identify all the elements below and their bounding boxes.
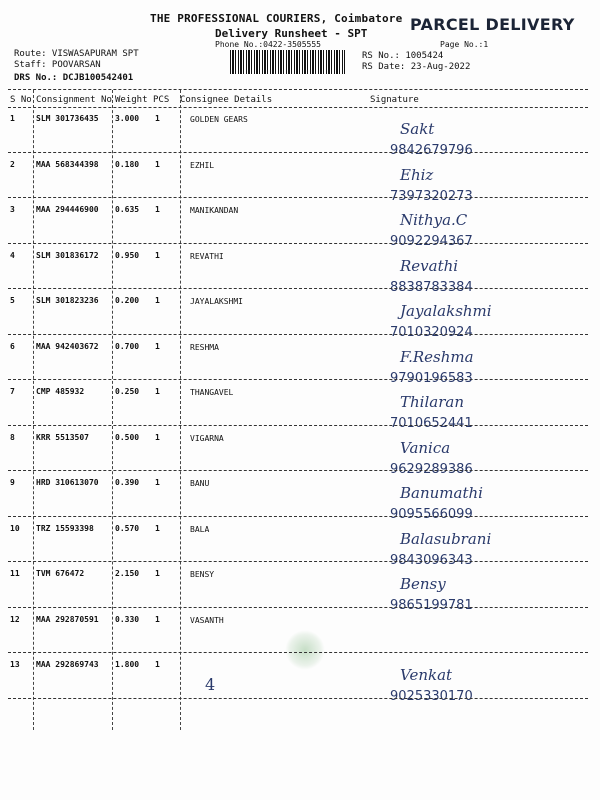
row-rule xyxy=(8,334,588,335)
row-weight: 0.500 xyxy=(115,432,140,442)
row-weight: 0.200 xyxy=(115,296,140,305)
row-pcs: 1 xyxy=(155,523,160,533)
signature-phone: 9629289386 xyxy=(390,461,473,477)
row-signature xyxy=(360,116,580,160)
company-name: THE PROFESSIONAL COURIERS, Coimbatore xyxy=(150,12,403,25)
row-sno: 7 xyxy=(10,387,15,396)
row-consignment-no: SLM 301836172 xyxy=(36,250,99,260)
row-rule xyxy=(8,561,588,562)
row-rule xyxy=(8,243,588,244)
row-rule xyxy=(8,152,588,153)
row-consignment-no: KRR 5513507 xyxy=(36,432,89,442)
sheet-title: Delivery Runsheet - SPT xyxy=(215,27,368,40)
signature-svg xyxy=(360,389,580,433)
row-sno: 13 xyxy=(10,660,20,669)
row-sno: 12 xyxy=(10,614,20,624)
signature-phone: 9790196583 xyxy=(390,370,473,386)
signature-phone: 9865199781 xyxy=(390,598,473,613)
row-sno: 3 xyxy=(10,205,15,214)
row-sno: 5 xyxy=(10,296,15,305)
signature-svg xyxy=(360,253,580,297)
column-divider xyxy=(33,90,34,730)
row-signature xyxy=(360,571,580,615)
row-consignment-no: MAA 292870591 xyxy=(36,614,99,624)
row-weight: 0.180 xyxy=(115,159,140,169)
page-number: Page No.:1 xyxy=(440,40,489,49)
signature-phone: 7397320273 xyxy=(390,188,473,204)
signature-phone: 7010652441 xyxy=(390,416,473,431)
row-consignment-no: SLM 301823236 xyxy=(36,296,99,305)
row-rule xyxy=(8,470,588,471)
row-rule xyxy=(8,698,588,699)
handwritten-mark: 4 xyxy=(205,675,216,694)
row-sno: 10 xyxy=(10,523,20,533)
col-header-consignee: Consignee Details xyxy=(180,95,273,105)
col-header-signature: Signature xyxy=(370,95,419,105)
row-rule xyxy=(8,425,588,426)
col-header-consignment: Consignment No xyxy=(36,95,112,105)
row-consignee: REVATHI xyxy=(190,251,224,261)
row-weight: 2.150 xyxy=(115,569,140,578)
col-header-sno: S No xyxy=(10,95,32,105)
row-pcs: 1 xyxy=(155,341,160,351)
row-consignment-no: MAA 942403672 xyxy=(36,341,99,351)
signature-svg xyxy=(360,116,580,160)
row-weight: 1.800 xyxy=(115,660,140,669)
row-signature xyxy=(360,389,580,433)
row-signature xyxy=(360,480,580,524)
row-consignee: MANIKANDAN xyxy=(190,206,239,215)
signature-svg xyxy=(360,207,580,251)
signature-scrawl: F.Reshma xyxy=(400,347,474,366)
header-rule-top xyxy=(8,89,588,90)
signature-svg xyxy=(360,162,580,206)
row-sno: 1 xyxy=(10,114,15,123)
row-signature xyxy=(360,662,580,706)
row-signature xyxy=(360,435,580,479)
row-rule xyxy=(8,516,588,517)
row-consignee: RESHMA xyxy=(190,342,219,352)
row-pcs: 1 xyxy=(155,250,160,260)
signature-svg xyxy=(360,344,580,388)
signature-phone: 9095566099 xyxy=(390,507,473,522)
signature-scrawl: Jayalakshmi xyxy=(400,302,492,320)
row-weight: 0.700 xyxy=(115,341,140,351)
signature-scrawl: Revathi xyxy=(400,256,459,275)
row-weight: 0.570 xyxy=(115,523,140,533)
row-pcs: 1 xyxy=(155,296,160,305)
signature-scrawl: Ehiz xyxy=(400,165,434,184)
drs-number: DRS No.: DCJB100542401 xyxy=(14,73,134,83)
signature-svg xyxy=(360,571,580,615)
row-signature xyxy=(360,253,580,297)
signature-svg xyxy=(360,480,580,524)
row-consignment-no: MAA 568344398 xyxy=(36,159,99,169)
rs-number: RS No.: 1005424 xyxy=(362,51,444,61)
rs-date: RS Date: 23-Aug-2022 xyxy=(362,62,471,72)
barcode-image xyxy=(230,50,345,74)
row-consignee: VASANTH xyxy=(190,615,224,625)
row-pcs: 1 xyxy=(155,387,160,396)
row-signature xyxy=(360,344,580,388)
row-signature xyxy=(360,162,580,206)
staff: Staff: POOVARSAN xyxy=(14,60,101,70)
row-consignment-no: MAA 294446900 xyxy=(36,205,99,214)
row-consignment-no: SLM 301736435 xyxy=(36,114,99,123)
row-consignment-no: TRZ 15593398 xyxy=(36,523,94,533)
row-weight: 0.950 xyxy=(115,250,140,260)
row-pcs: 1 xyxy=(155,159,160,169)
signature-scrawl: Balasubrani xyxy=(400,529,492,548)
route: Route: VISWASAPURAM SPT xyxy=(14,49,139,59)
row-pcs: 1 xyxy=(155,205,160,214)
signature-scrawl: Sakt xyxy=(400,120,435,138)
row-consignment-no: CMP 485932 xyxy=(36,387,85,396)
row-weight: 0.390 xyxy=(115,478,140,487)
signature-phone: 9025330170 xyxy=(390,689,473,704)
row-weight: 0.250 xyxy=(115,387,140,396)
row-consignment-no: TVM 676472 xyxy=(36,569,85,578)
row-sno: 8 xyxy=(10,432,15,442)
row-rule xyxy=(8,607,588,608)
row-pcs: 1 xyxy=(155,432,160,442)
row-consignee: JAYALAKSHMI xyxy=(190,297,243,306)
col-header-pcs: PCS xyxy=(153,95,170,105)
col-header-weight: Weight xyxy=(115,95,148,105)
signature-scrawl: Bensy xyxy=(400,575,446,593)
signature-scrawl: Vanica xyxy=(400,438,451,457)
signature-phone: 9842679796 xyxy=(390,143,473,158)
row-consignee: BANU xyxy=(190,479,210,488)
signature-phone: 9092294367 xyxy=(390,234,473,249)
row-consignee: EZHIL xyxy=(190,160,215,170)
company-phone: Phone No.:0422-3505555 xyxy=(215,40,321,49)
signature-svg xyxy=(360,662,580,706)
row-consignee: BALA xyxy=(190,524,210,534)
row-consignment-no: HRD 310613070 xyxy=(36,478,99,487)
row-pcs: 1 xyxy=(155,660,160,669)
row-rule xyxy=(8,379,588,380)
row-weight: 0.330 xyxy=(115,614,140,624)
signature-scrawl: Venkat xyxy=(400,666,453,684)
row-weight: 0.635 xyxy=(115,205,140,214)
signature-phone: 9843096343 xyxy=(390,552,473,568)
row-sno: 6 xyxy=(10,341,15,351)
row-consignee: VIGARNA xyxy=(190,433,224,443)
column-divider xyxy=(180,90,181,730)
signature-svg xyxy=(360,435,580,479)
header-rule-bottom xyxy=(8,107,588,108)
row-consignee: BENSY xyxy=(190,570,215,579)
column-divider xyxy=(112,90,113,730)
row-pcs: 1 xyxy=(155,478,160,487)
signature-svg xyxy=(360,526,580,570)
signature-scrawl: Banumathi xyxy=(400,484,483,502)
parcel-delivery-stamp: PARCEL DELIVERY xyxy=(410,15,575,34)
row-rule xyxy=(8,197,588,198)
signature-phone: 8838783384 xyxy=(390,279,473,295)
row-signature xyxy=(360,207,580,251)
row-sno: 4 xyxy=(10,250,15,260)
row-sno: 2 xyxy=(10,159,15,169)
row-consignee: GOLDEN GEARS xyxy=(190,115,248,124)
row-sno: 11 xyxy=(10,569,20,578)
signature-phone: 7010320924 xyxy=(390,325,473,340)
row-signature xyxy=(360,526,580,570)
row-rule xyxy=(8,288,588,289)
row-pcs: 1 xyxy=(155,614,160,624)
row-rule xyxy=(8,652,588,653)
row-signature xyxy=(360,298,580,342)
signature-scrawl: Thilaran xyxy=(400,393,464,411)
signature-scrawl: Nithya.C xyxy=(400,211,468,229)
ink-smudge xyxy=(285,630,325,670)
row-weight: 3.000 xyxy=(115,114,140,123)
row-pcs: 1 xyxy=(155,114,160,123)
signature-svg xyxy=(360,298,580,342)
row-pcs: 1 xyxy=(155,569,160,578)
row-consignment-no: MAA 292869743 xyxy=(36,660,99,669)
row-sno: 9 xyxy=(10,478,15,487)
row-consignee: THANGAVEL xyxy=(190,388,234,397)
